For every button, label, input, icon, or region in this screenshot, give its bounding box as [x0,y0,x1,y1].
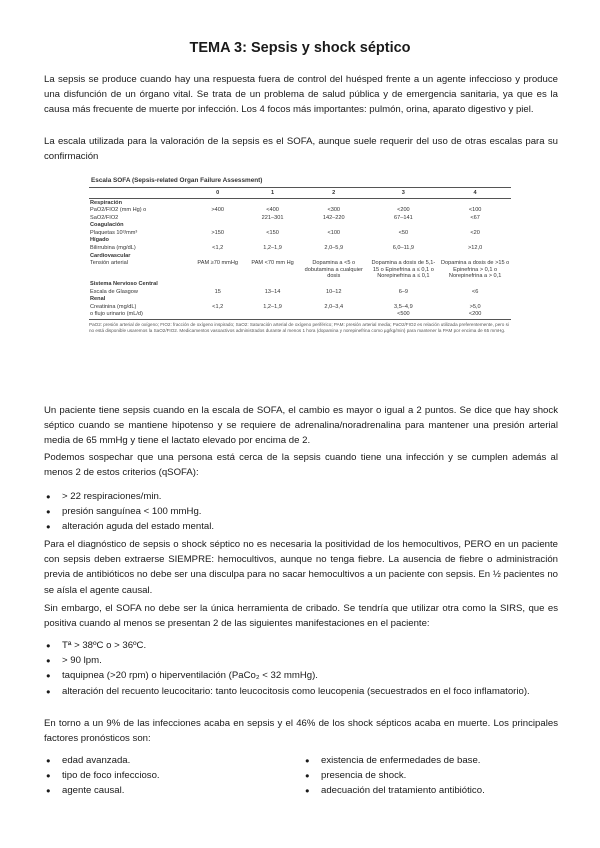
sofa-cell: <20 [470,229,480,236]
sofa-cell: Dopamina a <5 o dobutamina a cualquier dosis [304,260,363,280]
sofa-cell [368,199,440,207]
sofa-cell: PaO2/FIO2 (mm Hg) o [90,207,147,214]
table-row [89,260,511,281]
prognosis-intro-paragraph: En torno a un 9% de las infecciones acaba en sepsis y el 46% de los shock sépticos acaba en muerte. Los principales factores pronósticos son: [44,718,558,745]
sofa-cell [245,237,300,245]
sofa-cell: >400 [211,207,224,214]
sofa-cell: SaO2/FIO2 [90,214,119,221]
sofa-cell [245,296,300,304]
sofa-cell [245,222,300,230]
qsofa-list [44,489,214,535]
sofa-header-cell: 1 [245,188,300,199]
sofa-cell: 6,0–11,9 [392,245,415,252]
list-item: ● > 22 respiraciones/min. [44,489,214,504]
sirs-list [44,638,558,699]
sofa-cell: <1,2 [212,245,224,252]
sofa-header-cell: 0 [190,188,245,199]
sofa-cell: 10–12 [325,288,342,295]
sofa-cell [245,199,300,207]
sofa-cell [439,281,511,289]
sofa-cell: <400 [266,207,279,214]
list-item: ● alteración aguda del estado mental. [44,519,214,534]
list-item: ● Tª > 38ºC o > 36ºC. [44,638,558,653]
list-item: ● edad avanzada. [44,753,160,768]
sofa-cell: <1,2 [212,303,224,310]
list-item: ● existencia de enfermedades de base. [303,753,485,768]
sofa-cell [300,252,368,260]
sofa-cell: <150 [266,229,279,236]
sofa-cell [190,311,245,319]
sofa-header-cell [89,188,190,199]
sofa-cell [368,237,440,245]
sofa-cell [439,237,511,245]
hemoculture-paragraph: Para el diagnóstico de sepsis o shock séptico no es necesaria la positividad de los hemocultivos, PERO en un paciente con sepsis deben extraerse SIEMPRE: hemocultivos, aunque no tenga fiebre. La ausencia de fiebre o administración previa de antibióticos no debe ser una disculpa para no sacar hemocultivos a un paciente con sepsis. En ½ pacientes no se aísla el agente causal. [44,539,558,596]
sofa-cell [190,296,245,304]
prognosis-list-right [303,753,485,799]
sofa-cell: 1,2–1,9 [263,303,282,310]
sofa-cell: Bilirrubina (mg/dL) [90,245,136,252]
sofa-cell [245,252,300,260]
sofa-cell: 3,5–4,9 [394,303,413,310]
list-item: ● alteración del recuento leucocitario: tanto leucocitosis como leucopenia (secuestrados en el foco inflamatorio). [44,684,558,699]
list-item: ● tipo de foco infeccioso. [44,768,160,783]
table-row [89,288,511,296]
table-row [89,245,511,253]
sofa-table [89,187,511,320]
sofa-table-note: PaO2: presión arterial de oxígeno; FIO2: fracción de oxígeno inspirado; SaO2: Saturación arterial de oxígeno periférico; PAM: presión arterial media; PaO2/FIO2 es relación utilizada preferentemente, pero si no está disponible usaremos la SaO2/FIO2. Medicamentos vasoactivos administrados durante al menos 1 hora (dopamina y norepinefrina como µg/kg/min) para mantener la PAM por encima de 65 mmHg. [89,321,509,333]
sofa-cell: PAM <70 mm Hg [251,260,294,267]
sofa-cell: <200 [397,207,410,214]
prognosis-list-left [44,753,160,799]
sirs-intro-paragraph: Sin embargo, el SOFA no debe ser la única herramienta de cribado. Se tendría que utilizar otra como la SIRS, que es positiva cuando al menos se presentan 2 de las siguientes manifestaciones en el paciente: [44,603,558,630]
sofa-section-row [89,281,511,289]
sofa-cell: Plaquetas 10³/mm³ [90,229,138,236]
list-item: ● presión sanguínea < 100 mmHg. [44,504,214,519]
list-item: ● > 90 lpm. [44,653,558,668]
table-row [89,303,511,311]
sofa-cell [245,311,300,319]
sofa-cell [300,281,368,289]
sofa-cell: 1,2–1,9 [263,245,282,252]
sofa-cell: o flujo urinario (mL/d) [89,311,190,319]
sofa-section-row [89,237,511,245]
sofa-cell: Tensión arterial [90,260,128,267]
sofa-cell: <50 [398,229,409,236]
sofa-section-row [89,199,511,207]
sofa-cell [368,281,440,289]
sofa-cell: <67 [470,214,480,221]
intro-paragraph: La sepsis se produce cuando hay una respuesta fuera de control del huésped frente a un agente infeccioso y produce una disfunción de un órgano vital. Se trata de un problema de salud pública y de emergencia sanitaria, ya que es la causa más frecuente de muerte por infección. Los 4 focos más importantes: pulmón, orina, aparato digestivo y piel. [44,74,558,116]
list-item: ● presencia de shock. [303,768,485,783]
sofa-cell: <100 [468,207,482,214]
sofa-cell: 13–14 [264,288,281,295]
sofa-cell [190,252,245,260]
sofa-cell [300,296,368,304]
sofa-cell: 221–301 [261,214,284,221]
sofa-cell [300,237,368,245]
sofa-cell: 6–9 [398,288,409,295]
sofa-cell [300,199,368,207]
sofa-header-cell: 4 [439,188,511,199]
list-item: ● adecuación del tratamiento antibiótico. [303,783,485,798]
sofa-cell [439,252,511,260]
sofa-cell: Dopamina a dosis de 5,1-15 o Epinefrina a ≤ 0,1 o Norepinefrina a ≤ 0,1 [371,260,436,280]
sofa-table-title: Escala SOFA (Sepsis-related Organ Failure Assessment) [91,177,263,184]
sofa-cell [439,222,511,230]
sofa-cell: >5,0 [469,303,481,310]
sofa-table-header [89,188,511,199]
sofa-cell [300,222,368,230]
sofa-cell [190,214,245,222]
sofa-cell: 15 [214,288,221,295]
sofa-cell [368,252,440,260]
sofa-cell: Dopamina a dosis de >15 o Epinefrina > 0,1 o Norepinefrina a > 0,1 [440,260,510,280]
sofa-cell: <100 [327,229,341,236]
table-row [89,229,511,237]
sofa-cell: Creatinina (mg/dL) [90,303,137,310]
page-title: TEMA 3: Sepsis y shock séptico [189,40,411,56]
sofa-cell: <300 [327,207,341,214]
sofa-cell [245,281,300,289]
sofa-cell: <500 [368,311,440,319]
sofa-cell: 67–141 [394,214,413,221]
sofa-cell [190,281,245,289]
sofa-cell [368,222,440,230]
sofa-cell: Sistema Nervioso Central [90,281,158,288]
sofa-cell: 2,0–3,4 [324,303,344,310]
table-row [89,311,511,319]
sofa-cell [190,199,245,207]
sofa-intro-paragraph: La escala utilizada para la valoración de la sepsis es el SOFA, aunque suele requerir del uso de otras escalas para su confirmación [44,136,558,163]
sofa-cell: Respiración [90,199,123,206]
sofa-cell: >12,0 [468,245,483,252]
sofa-cell: Cardiovascular [90,252,131,259]
sofa-cell: Coagulación [90,222,124,229]
sofa-cell: >150 [211,229,224,236]
sofa-cell: 142–220 [322,214,345,221]
sofa-table-figure [89,175,511,334]
sofa-cell: Hígado [90,237,109,244]
sofa-header-cell: 2 [300,188,368,199]
list-item: ● agente causal. [44,783,160,798]
table-row [89,214,511,222]
sofa-diagnosis-paragraph: Un paciente tiene sepsis cuando en la escala de SOFA, el cambio es mayor o igual a 2 puntos. Se dice que hay shock séptico cuando se mantiene hipotenso y se requiere de adrenalina/noradrenalina para mantener una presión arterial media de 65 mmHg y tiene el lactato elevado por encima de 2. [44,405,558,447]
sofa-cell [190,222,245,230]
sofa-cell: <200 [439,311,511,319]
sofa-cell [300,311,368,319]
sofa-cell: <6 [471,288,479,295]
table-row [89,207,511,215]
sofa-cell: 2,0–5,9 [324,245,344,252]
sofa-cell: Escala de Glasgow [90,288,138,295]
sofa-section-row [89,252,511,260]
sofa-cell [439,296,511,304]
list-item: ● taquipnea (>20 rpm) o hiperventilación (PaCo₂ < 32 mmHg). [44,668,558,683]
sofa-cell [190,237,245,245]
sofa-header-cell: 3 [368,188,440,199]
sofa-section-row [89,296,511,304]
sofa-cell [368,296,440,304]
qsofa-intro-paragraph: Podemos sospechar que una persona está cerca de la sepsis cuando tiene una infección y se cumplen además al menos 2 de estos criterios (qSOFA): [44,452,558,479]
sofa-section-row [89,222,511,230]
sofa-cell: PAM ≥70 mmHg [197,260,238,267]
sofa-cell: Renal [90,296,106,303]
sofa-cell [439,199,511,207]
